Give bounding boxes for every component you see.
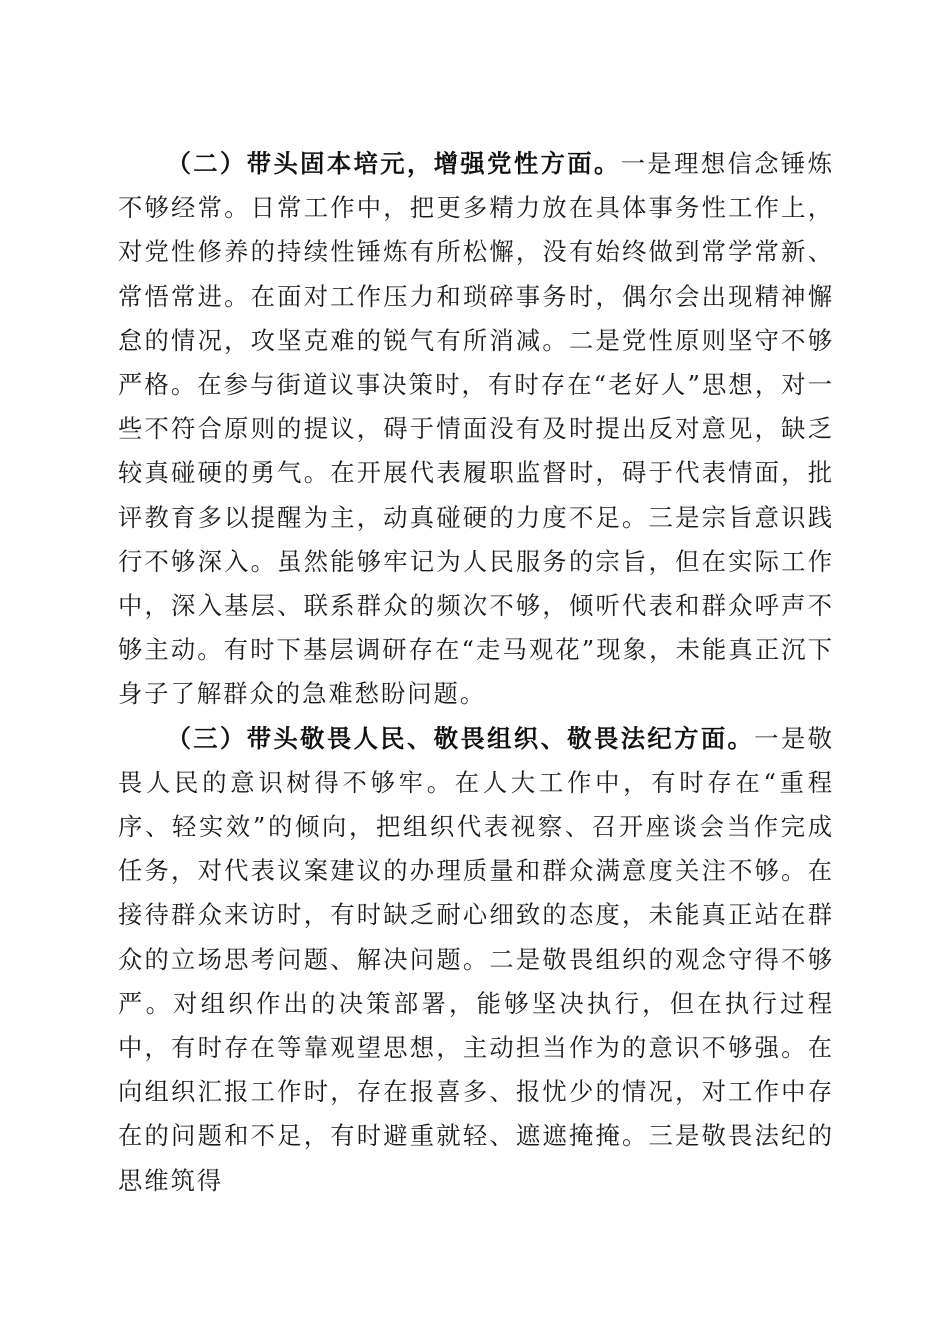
section-2-body: 一是理想信念锤炼不够经常。日常工作中，把更多精力放在具体事务性工作上，对党性修养的持续性锤炼有所松懈，没有始终做到常学常新、常悟常进。在面对工作压力和琐碎事务时，偶尔会出现精神懈怠的情况，攻坚克难的锐气有所消减。二是党性原则坚守不够严格。在参与街道议事决策时，有时存在“老好人”思想，对一些不符合原则的提议，碍于情面没有及时提出反对意见，缺乏较真碰硬的勇气。在开展代表履职监督时，碍于代表情面，批评教育多以提醒为主，动真碰硬的力度不足。三是宗旨意识践行不够深入。虽然能够牢记为人民服务的宗旨，但在实际工作中，深入基层、联系群众的频次不够，倾听代表和群众呼声不够主动。有时下基层调研存在“走马观花”现象，未能真正沉下身子了解群众的急难愁盼问题。 — [118, 149, 835, 709]
section-2-paragraph — [118, 142, 834, 717]
section-2-heading: （二）带头固本培元，增强党性方面。 — [166, 149, 621, 178]
section-3-paragraph — [118, 717, 834, 1203]
document-body — [118, 142, 834, 1203]
section-3-body: 一是敬畏人民的意识树得不够牢。在人大工作中，有时存在“重程序、轻实效”的倾向，把组织代表视察、召开座谈会当作完成任务，对代表议案建议的办理质量和群众满意度关注不够。在接待群众来访时，有时缺乏耐心细致的态度，未能真正站在群众的立场思考问题、解决问题。二是敬畏组织的观念守得不够严。对组织作出的决策部署，能够坚决执行，但在执行过程中，有时存在等靠观望思想，主动担当作为的意识不够强。在向组织汇报工作时，存在报喜多、报忧少的情况，对工作中存在的问题和不足，有时避重就轻、遮遮掩掩。三是敬畏法纪的思维筑得 — [118, 723, 835, 1195]
section-3-heading: （三）带头敬畏人民、敬畏组织、敬畏法纪方面。 — [166, 723, 755, 753]
